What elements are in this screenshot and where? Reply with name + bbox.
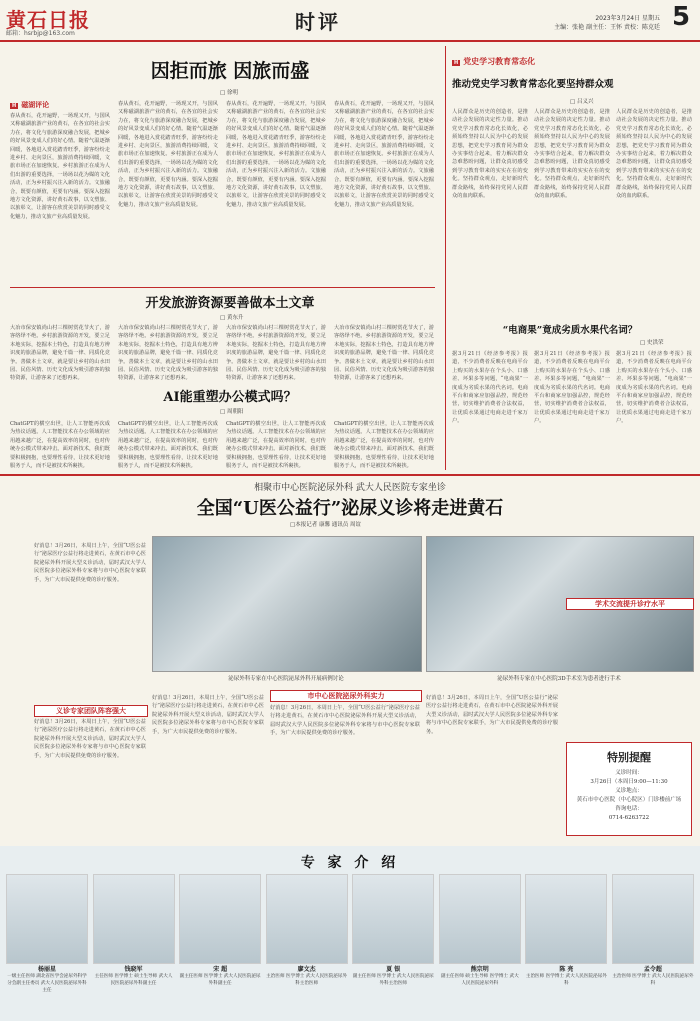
article2-body-col1: 大冶市保安镇尚山村三棵树赏花节火了，游客络绎不绝。乡村旅游资源的开发，要立足本地实际，挖掘本土特色，打造具有地方辨识度的旅游品牌，避免千篇一律、同质化竞争。善做本土文章，就是要让乡村的山水田园、民俗风情、历史文化成为吸引游客的独特资源，让游客来了还想再来。 bbox=[10, 325, 110, 382]
experts-title: 专 家 介 绍 bbox=[300, 855, 400, 871]
page-number: 5 bbox=[672, 2, 691, 32]
section-title: 时评 bbox=[295, 10, 341, 34]
expert-photo bbox=[179, 874, 261, 964]
feature-kicker: 相聚市中心医院泌尿外科 武大人民医院专家坐诊 bbox=[254, 483, 446, 493]
expert-photo bbox=[525, 874, 607, 964]
column-tag bbox=[10, 100, 49, 110]
expert-card bbox=[525, 874, 607, 1014]
expert-name: 陈 亮 bbox=[559, 966, 574, 973]
right-byline: □ 吕义兴 bbox=[570, 99, 594, 105]
column-tag-marker: H bbox=[12, 103, 17, 109]
right-body-col1: 人民群众是历史的创造者，是推动社会发展的决定性力量。推动党史学习教育常态化长效化，必须始终坚持以人民为中心的发展思想，把党史学习教育同为群众办实事结合起来，着力解决群众急难愁盼问题，让群众真切感受到学习教育带来的实实在在的变化。坚持群众观点，走好新时代群众路线，始终保持党同人民群众的血肉联系。 bbox=[452, 109, 528, 200]
right-body-col3: 人民群众是历史的创造者，是推动社会发展的决定性力量。推动党史学习教育常态化长效化，必须始终坚持以人民为中心的发展思想，把党史学习教育同为群众办实事结合起来，着力解决群众急难愁盼问题，让群众真切感受到学习教育带来的实实在在的变化。坚持群众观点，走好新时代群众路线，始终保持党同人民群众的血肉联系。 bbox=[616, 109, 692, 200]
right-tag-label: 党史学习教育常态化 bbox=[463, 56, 536, 66]
feature-body-col1: 好消息！3月26日，本周日上午，全国“U医公益行”泌尿医疗公益行将走进黄石，在黄石市中心医院泌尿外科开展大型义诊活动，届时武汉大学人民医院多位泌尿外科专家将与市中心医院专家联手，为广大市民提供免费的诊疗服务。 bbox=[34, 543, 146, 583]
feature-byline: □本报记者 康馨 通讯员 周谊 bbox=[290, 522, 361, 528]
expert-card bbox=[93, 874, 175, 1014]
expert-title: 一级主任医师 湖北省医学会泌尿外科学分会副主任委员 武大人民医院泌尿外科主任 bbox=[7, 974, 87, 993]
subheading-team: 义诊专家团队阵容强大 bbox=[34, 705, 148, 717]
expert-card bbox=[6, 874, 88, 1014]
right2-body-col2: 据3月21日《经济参考报》报道，不少消费者反映在电商平台上购买的水果存在个头小、口感差、坏果多等问题，“电商果”一度成为劣质水果的代名词。电商平台和商家应加强品控，规范经营，切实维护消费者合法权益，让优质水果通过电商走进千家万户。 bbox=[534, 351, 610, 425]
photo-caption-2: 泌尿外科专家在中心医院3D手术室为患者进行手术 bbox=[497, 676, 621, 682]
main-headline: 因拒而旅 因旅而盛 bbox=[150, 60, 310, 82]
experts-row bbox=[6, 874, 694, 1014]
expert-title: 主治医师 医学博士 武大人民医院泌尿外科 bbox=[612, 974, 694, 986]
notice-title: 特别提醒 bbox=[607, 751, 651, 764]
issue-date: 2023年3月24日 星期五 bbox=[595, 15, 660, 22]
editors-line: 主编：张艳 副主任：王怀 责校：陈克廷 bbox=[554, 24, 660, 31]
right-headline: 推动党史学习教育常态化要坚持群众观 bbox=[452, 79, 614, 90]
article3-body-col3: ChatGPT的横空出世，让人工智能再次成为热议话题。人工智能技术在办公领域的应用越来越广泛，在提高效率的同时，也对传统办公模式带来冲击。面对新技术，我们既要积极拥抱，也要理性看待，让技术更好地服务于人，而不是被技术所裹挟。 bbox=[226, 421, 326, 470]
article2-headline: 开发旅游资源要善做本土文章 bbox=[145, 296, 315, 311]
notice-line: 咨询电话： bbox=[615, 806, 643, 812]
expert-photo bbox=[352, 874, 434, 964]
article3-headline: AI能重塑办公模式吗？ bbox=[163, 390, 297, 405]
expert-photo bbox=[439, 874, 521, 964]
newspaper-logo: 黄石日报 bbox=[6, 8, 90, 32]
expert-name: 熊宗明 bbox=[470, 966, 489, 973]
right2-headline: “电商果”竟成劣质水果代名词？ bbox=[502, 325, 638, 336]
feature-body-col1b: 好消息！3月26日，本周日上午，全国“U医公益行”泌尿医疗公益行将走进黄石，在黄石市中心医院泌尿外科开展大型义诊活动，届时武汉大学人民医院多位泌尿外科专家将与市中心医院专家联手，为广大市民提供免费的诊疗服务。 bbox=[34, 719, 146, 759]
expert-name: 孟令超 bbox=[643, 966, 662, 973]
feature-rule bbox=[0, 474, 700, 476]
subheading-academic: 学术交流提升诊疗水平 bbox=[566, 598, 694, 610]
notice-lines bbox=[567, 769, 691, 823]
feature-body-col3: 好消息！3月26日，本周日上午，全国“U医公益行”泌尿医疗公益行将走进黄石，在黄石市中心医院泌尿外科开展大型义诊活动，届时武汉大学人民医院多位泌尿外科专家将与市中心医院专家联手，为广大市民提供免费的诊疗服务。 bbox=[270, 705, 420, 737]
article2-byline: □ 黄东升 bbox=[220, 315, 244, 321]
expert-card bbox=[266, 874, 348, 1014]
notice-box bbox=[566, 742, 692, 836]
article2-body-col4: 大冶市保安镇尚山村三棵树赏花节火了，游客络绎不绝。乡村旅游资源的开发，要立足本地实际，挖掘本土特色，打造具有地方辨识度的旅游品牌，避免千篇一律、同质化竞争。善做本土文章，就是要让乡村的山水田园、民俗风情、历史文化成为吸引游客的独特资源，让游客来了还想再来。 bbox=[334, 325, 434, 382]
expert-card bbox=[439, 874, 521, 1014]
article2-body-col3: 大冶市保安镇尚山村三棵树赏花节火了，游客络绎不绝。乡村旅游资源的开发，要立足本地实际，挖掘本土特色，打造具有地方辨识度的旅游品牌，避免千篇一律、同质化竞争。善做本土文章，就是要让乡村的山水田园、民俗风情、历史文化成为吸引游客的独特资源，让游客来了还想再来。 bbox=[226, 325, 326, 382]
expert-photo bbox=[266, 874, 348, 964]
expert-card bbox=[352, 874, 434, 1014]
expert-title: 主治医师 医学博士 武大人民医院泌尿外科主治医师 bbox=[266, 974, 348, 986]
article3-body-col1: ChatGPT的横空出世，让人工智能再次成为热议话题。人工智能技术在办公领域的应用越来越广泛，在提高效率的同时，也对传统办公模式带来冲击。面对新技术，我们既要积极拥抱，也要理性看待，让技术更好地服务于人，而不是被技术所裹挟。 bbox=[10, 421, 110, 470]
expert-name: 宋 超 bbox=[213, 966, 228, 973]
feature-body-col4: 好消息！3月26日，本周日上午，全国“U医公益行”泌尿医疗公益行将走进黄石，在黄石市中心医院泌尿外科开展大型义诊活动，届时武汉大学人民医院多位泌尿外科专家将与市中心医院专家联手，为广大市民提供免费的诊疗服务。 bbox=[426, 695, 558, 735]
expert-card bbox=[179, 874, 261, 1014]
expert-photo bbox=[6, 874, 88, 964]
dateline bbox=[540, 14, 660, 32]
main-body-col1: 春从黄石，花开遍野，一场现又开，与国风又称磁湖旅游产业的黄石，在各宜的社会实力在，将文化与旅游深度融合发展，把城乡的好风景变成人们的好心情。随着气温逐渐回暖，各地进入赏花踏青旺季，游客纷纷走进乡村、走向景区，旅游消费持续回暖，文旅市场正在加速恢复。乡村旅游正在成为人们出游的重要选择，一场场以花为媒的文化活动，正为乡村振兴注入新的活力。文旅融合，既要有颜值，更要有内涵。要深入挖掘地方文化资源，讲好黄石故事，以文塑旅、以旅彰文，让游客在欣赏美景的同时感受文化魅力，推动文旅产业高质量发展。 bbox=[10, 113, 110, 220]
right-tag-marker: H bbox=[454, 60, 459, 66]
email-line: 邮箱：hsrbjp@163.com bbox=[6, 30, 75, 37]
right2-byline: □ 史洪荣 bbox=[640, 340, 664, 346]
main-body-col4: 春从黄石，花开遍野，一场现又开，与国风又称磁湖旅游产业的黄石，在各宜的社会实力在，将文化与旅游深度融合发展，把城乡的好风景变成人们的好心情。随着气温逐渐回暖，各地进入赏花踏青旺季，游客纷纷走进乡村、走向景区，旅游消费持续回暖，文旅市场正在加速恢复。乡村旅游正在成为人们出游的重要选择，一场场以花为媒的文化活动，正为乡村振兴注入新的活力。文旅融合，既要有颜值，更要有内涵。要深入挖掘地方文化资源，讲好黄石故事，以文塑旅、以旅彰文，让游客在欣赏美景的同时感受文化魅力，推动文旅产业高质量发展。 bbox=[334, 101, 434, 208]
column-divider bbox=[445, 46, 446, 470]
column-tag-label: 磁湖评论 bbox=[21, 100, 50, 109]
expert-name: 钱晓军 bbox=[124, 966, 143, 973]
notice-line: 黄石市中心医院（中心院区）门诊楼前广场 bbox=[576, 797, 682, 803]
expert-title: 副主任医师 硕士生导师 医学博士 武大人民医院泌尿外科 bbox=[440, 974, 519, 986]
right-body-col2: 人民群众是历史的创造者，是推动社会发展的决定性力量。推动党史学习教育常态化长效化，必须始终坚持以人民为中心的发展思想，把党史学习教育同为群众办实事结合起来，着力解决群众急难愁盼问题，让群众真切感受到学习教育带来的实实在在的变化。坚持群众观点，走好新时代群众路线，始终保持党同人民群众的血肉联系。 bbox=[534, 109, 610, 200]
expert-name: 廖文杰 bbox=[297, 966, 316, 973]
right-tag bbox=[452, 56, 535, 67]
surgery-photo bbox=[152, 536, 422, 672]
main-body-col2: 春从黄石，花开遍野，一场现又开，与国风又称磁湖旅游产业的黄石，在各宜的社会实力在，将文化与旅游深度融合发展，把城乡的好风景变成人们的好心情。随着气温逐渐回暖，各地进入赏花踏青旺季，游客纷纷走进乡村、走向景区，旅游消费持续回暖，文旅市场正在加速恢复。乡村旅游正在成为人们出游的重要选择，一场场以花为媒的文化活动，正为乡村振兴注入新的活力。文旅融合，既要有颜值，更要有内涵。要深入挖掘地方文化资源，讲好黄石故事，以文塑旅、以旅彰文，让游客在欣赏美景的同时感受文化魅力，推动文旅产业高质量发展。 bbox=[118, 101, 218, 208]
expert-name: 杨丽星 bbox=[37, 966, 56, 973]
expert-title: 副主任医师 医学博士 武大人民医院泌尿外科副主任 bbox=[179, 974, 261, 986]
main-byline: □ 徐明 bbox=[220, 90, 238, 96]
notice-line: 0714-6263722 bbox=[608, 815, 650, 821]
expert-photo bbox=[612, 874, 694, 964]
expert-title: 副主任医师 医学博士 武大人民医院泌尿外科主治医师 bbox=[352, 974, 434, 986]
article3-body-col2: ChatGPT的横空出世，让人工智能再次成为热议话题。人工智能技术在办公领域的应用越来越广泛，在提高效率的同时，也对传统办公模式带来冲击。面对新技术，我们既要积极拥抱，也要理性看待，让技术更好地服务于人，而不是被技术所裹挟。 bbox=[118, 421, 218, 470]
notice-line: 3月26日（本周日9:00—11:30 bbox=[590, 779, 668, 785]
article3-body-col4: ChatGPT的横空出世，让人工智能再次成为热议话题。人工智能技术在办公领域的应用越来越广泛，在提高效率的同时，也对传统办公模式带来冲击。面对新技术，我们既要积极拥抱，也要理性看待，让技术更好地服务于人，而不是被技术所裹挟。 bbox=[334, 421, 434, 470]
article3-byline: □ 周朝阳 bbox=[220, 409, 244, 415]
expert-photo bbox=[93, 874, 175, 964]
expert-card bbox=[612, 874, 694, 1014]
photo-caption-1: 泌尿外科专家在中心医院泌尿外科开展病例讨论 bbox=[228, 676, 344, 682]
right2-body-col3: 据3月21日《经济参考报》报道，不少消费者反映在电商平台上购买的水果存在个头小、口感差、坏果多等问题，“电商果”一度成为劣质水果的代名词。电商平台和商家应加强品控，规范经营，切实维护消费者合法权益，让优质水果通过电商走进千家万户。 bbox=[616, 351, 692, 425]
feature-body-col2: 好消息！3月26日，本周日上午，全国“U医公益行”泌尿医疗公益行将走进黄石，在黄石市中心医院泌尿外科开展大型义诊活动，届时武汉大学人民医院多位泌尿外科专家将与市中心医院专家联手，为广大市民提供免费的诊疗服务。 bbox=[152, 695, 264, 735]
subheading-dept: 市中心医院泌尿外科实力 bbox=[270, 690, 422, 702]
right2-body-col1: 据3月21日《经济参考报》报道，不少消费者反映在电商平台上购买的水果存在个头小、口感差、坏果多等问题，“电商果”一度成为劣质水果的代名词。电商平台和商家应加强品控，规范经营，切实维护消费者合法权益，让优质水果通过电商走进千家万户。 bbox=[452, 351, 528, 425]
divider bbox=[10, 287, 435, 288]
article2-body-col2: 大冶市保安镇尚山村三棵树赏花节火了，游客络绎不绝。乡村旅游资源的开发，要立足本地实际，挖掘本土特色，打造具有地方辨识度的旅游品牌，避免千篇一律、同质化竞争。善做本土文章，就是要让乡村的山水田园、民俗风情、历史文化成为吸引游客的独特资源，让游客来了还想再来。 bbox=[118, 325, 218, 382]
notice-line: 义诊时间： bbox=[615, 770, 643, 776]
expert-name: 夏 银 bbox=[386, 966, 401, 973]
feature-headline: 全国“U医公益行”泌尿义诊将走进黄石 bbox=[196, 498, 504, 519]
expert-title: 主任医师 医学博士 硕士生导师 武大人民医院泌尿外科副主任 bbox=[94, 974, 173, 986]
notice-line: 义诊地点： bbox=[615, 788, 643, 794]
main-body-col3: 春从黄石，花开遍野，一场现又开，与国风又称磁湖旅游产业的黄石，在各宜的社会实力在，将文化与旅游深度融合发展，把城乡的好风景变成人们的好心情。随着气温逐渐回暖，各地进入赏花踏青旺季，游客纷纷走进乡村、走向景区，旅游消费持续回暖，文旅市场正在加速恢复。乡村旅游正在成为人们出游的重要选择，一场场以花为媒的文化活动，正为乡村振兴注入新的活力。文旅融合，既要有颜值，更要有内涵。要深入挖掘地方文化资源，讲好黄石故事，以文塑旅、以旅彰文，让游客在欣赏美景的同时感受文化魅力，推动文旅产业高质量发展。 bbox=[226, 101, 326, 208]
expert-title: 主治医师 医学博士 武大人民医院泌尿外科 bbox=[525, 974, 607, 986]
